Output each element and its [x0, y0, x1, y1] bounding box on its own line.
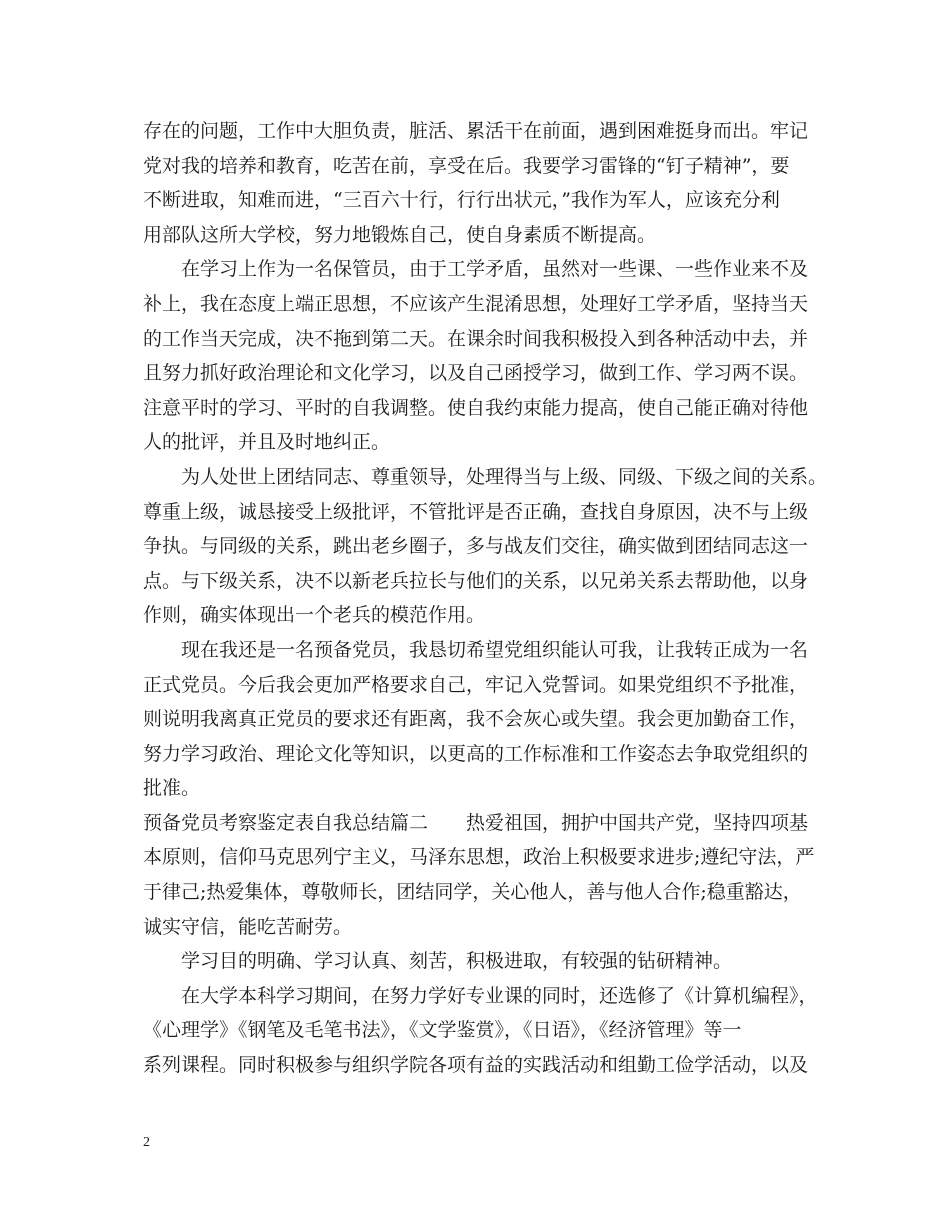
text-line: 努力学习政治、理论文化等知识，以更高的工作标准和工作姿态去争取党组织的: [143, 742, 809, 765]
text-line: 党对我的培养和教育，吃苦在前，享受在后。我要学习雷锋的“钉子精神”，要: [143, 154, 790, 177]
text-line: 在大学本科学习期间，在努力学好专业课的同时，还选修了《计算机编程》，: [181, 984, 818, 1007]
text-line: 本原则，信仰马克思列宁主义，马泽东思想，政治上积极要求进步;遵纪守法，严: [143, 846, 815, 869]
text-line: 批准。: [143, 777, 201, 800]
text-line: 作则，确实体现出一个老兵的模范作用。: [143, 604, 486, 627]
text-line: 预备党员考察鉴定表自我总结篇二 热爱祖国，拥护中国共产党，坚持四项基: [143, 811, 809, 834]
body-text: [143, 114, 828, 1083]
text-line: 注意平时的学习、平时的自我调整。使自我约束能力提高，使自己能正确对待他: [143, 396, 809, 419]
text-line: 于律己;热爱集体，尊敬师长，团结同学，关心他人，善与他人合作;稳重豁达，: [143, 881, 802, 904]
text-line: 正式党员。今后我会更加严格要求自己，牢记入党誓词。如果党组织不予批准，: [143, 673, 809, 696]
text-line: 争执。与同级的关系，跳出老乡圈子，多与战友们交往，确实做到团结同志这一: [143, 535, 809, 558]
text-line: 学习目的明确、学习认真、刻苦，积极进取，有较强的钻研精神。: [181, 950, 733, 973]
text-line: 则说明我离真正党员的要求还有距离，我不会灰心或失望。我会更加勤奋工作，: [143, 708, 809, 731]
text-line: 为人处世上团结同志、尊重领导，处理得当与上级、同级、下级之间的关系。: [181, 465, 828, 488]
text-line: 尊重上级，诚恳接受上级批评，不管批评是否正确，查找自身原因，决不与上级: [143, 500, 809, 523]
text-line: 的工作当天完成，决不拖到第二天。在课余时间我积极投入到各种活动中去，并: [143, 327, 809, 350]
text-line: 系列课程。同时积极参与组织学院各项有益的实践活动和组勤工俭学活动，以及: [143, 1054, 809, 1077]
text-line: 且努力抓好政治理论和文化学习，以及自己函授学习，做到工作、学习两不误。: [143, 362, 809, 385]
text-line: 在学习上作为一名保管员，由于工学矛盾，虽然对一些课、一些作业来不及: [181, 258, 809, 281]
text-line: 点。与下级关系，决不以新老兵拉长与他们的关系，以兄弟关系去帮助他，以身: [143, 569, 809, 592]
page-number: 2: [143, 1135, 150, 1150]
text-line: 不断进取，知难而进，“三百六十行，行行出状元，”我作为军人，应该充分利: [143, 189, 780, 212]
text-line: 《心理学》《钢笔及毛笔书法》，《文学鉴赏》，《日语》，《经济管理》等一: [143, 1019, 742, 1042]
text-line: 现在我还是一名预备党员，我恳切希望党组织能认可我，让我转正成为一名: [181, 638, 809, 661]
text-line: 用部队这所大学校，努力地锻炼自己，使自身素质不断提高。: [143, 223, 657, 246]
text-line: 补上，我在态度上端正思想，不应该产生混淆思想，处理好工学矛盾，坚持当天: [143, 292, 809, 315]
text-line: 存在的问题，工作中大胆负责，脏活、累活干在前面，遇到困难挺身而出。牢记: [143, 120, 809, 142]
text-line: 诚实守信，能吃苦耐劳。: [143, 915, 353, 938]
text-line: 人的批评，并且及时地纠正。: [143, 431, 391, 454]
